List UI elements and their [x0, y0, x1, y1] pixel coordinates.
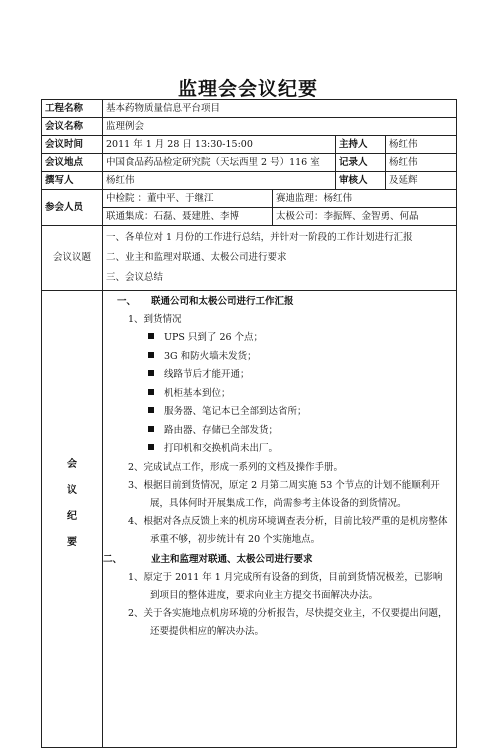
section-number: 一、	[117, 296, 137, 307]
square-bullet-icon	[148, 444, 154, 450]
document-title: 监理会会议纪要	[177, 78, 318, 100]
minutes-content	[103, 291, 457, 748]
minutes-item: 4、根据对各点反馈上来的机房环境调查表分析，目前比较严重的是机房整体承重不够，初步统计有 20 个实施地点。	[128, 515, 448, 545]
host-value: 杨红伟	[386, 136, 457, 154]
attendee-group: 赛迪监理：杨红伟	[273, 190, 457, 208]
square-bullet-icon	[148, 352, 154, 358]
agenda-list	[103, 226, 457, 291]
meeting-name-value: 监理例会	[103, 118, 457, 136]
square-bullet-icon	[148, 426, 154, 432]
bullet-item: 机柜基本到位；	[117, 385, 448, 404]
bullet-item: UPS 只到了 26 个点；	[117, 329, 448, 348]
project-value: 基本药物质量信息平台项目	[103, 100, 457, 118]
section-title: 业主和监理对联通、太极公司进行要求	[151, 553, 313, 565]
minutes-item: 3、根据目前到货情况，原定 2 月第二周实施 53 个节点的计划不能顺利开展，具体何时开展集成工作，尚需参考主体设备的到货情况。	[128, 479, 440, 509]
square-bullet-icon	[148, 407, 154, 413]
place-label: 会议地点	[42, 154, 103, 172]
bullet-item: 3G 和防火墙未发货；	[117, 348, 448, 367]
recorder-value: 杨红伟	[386, 154, 457, 172]
attendee-group: 联通集成：石磊、聂建胜、李博	[103, 208, 273, 226]
minutes-label-char: 会	[67, 459, 77, 470]
agenda-item: 三、会议总结	[106, 272, 164, 283]
time-label: 会议时间	[42, 136, 103, 154]
reviewer-value: 及延辉	[386, 172, 457, 190]
meeting-name-label: 会议名称	[42, 118, 103, 136]
bullet-item: 线路节后才能开通；	[117, 366, 448, 385]
minutes-table	[41, 99, 457, 748]
host-label: 主持人	[336, 136, 386, 154]
bullet-item: 服务器、笔记本已全部到达省所；	[117, 403, 448, 422]
section-heading	[103, 551, 448, 569]
minutes-item: 2、完成试点工作，形成一系列的文档及操作手册。	[128, 461, 344, 473]
section-heading	[117, 293, 448, 311]
minutes-label-char: 纪	[67, 511, 77, 522]
attendee-group: 太极公司：李振辉、金智勇、何晶	[273, 208, 457, 226]
minutes-label-char: 要	[67, 537, 77, 548]
minutes-item: 2、关于各实施地点机房环境的分析报告，尽快提交业主，不仅要提出问题，还要提供相应的解决办法。	[128, 607, 448, 637]
reviewer-label: 审核人	[336, 172, 386, 190]
place-value: 中国食品药品检定研究院（天坛西里 2 号）116 室	[103, 154, 336, 172]
agenda-label: 会议议题	[42, 226, 103, 291]
minutes-label-char: 议	[67, 485, 77, 496]
attendee-group: 中检院 ：董中平、于继江	[103, 190, 273, 208]
square-bullet-icon	[148, 389, 154, 395]
bullet-item: 路由器、存储已全部发货；	[117, 422, 448, 441]
attendees-label: 参会人员	[42, 190, 103, 226]
agenda-item: 二、业主和监理对联通、太极公司进行要求	[106, 252, 287, 263]
section-title: 联通公司和太极公司进行工作汇报	[151, 296, 294, 307]
recorder-label: 记录人	[336, 154, 386, 172]
time-value: 2011 年 1 月 28 日 13:30-15:00	[103, 136, 336, 154]
writer-label: 撰写人	[42, 172, 103, 190]
section-number: 二、	[103, 553, 123, 565]
minutes-item: 1、到货情况	[128, 314, 182, 325]
square-bullet-icon	[148, 370, 154, 376]
square-bullet-icon	[148, 333, 154, 339]
project-label: 工程名称	[42, 100, 103, 118]
agenda-item: 一、各单位对 1 月份的工作进行总结，并针对一阶段的工作计划进行汇报	[106, 232, 413, 243]
bullet-item: 打印机和交换机尚未出厂。	[117, 440, 448, 459]
writer-value: 杨红伟	[103, 172, 336, 190]
minutes-label	[42, 291, 103, 748]
minutes-item: 1、原定于 2011 年 1 月完成所有设备的到货，目前到货情况极差，已影响到项目的整体进度，要求向业主方提交书面解决办法。	[128, 571, 443, 601]
